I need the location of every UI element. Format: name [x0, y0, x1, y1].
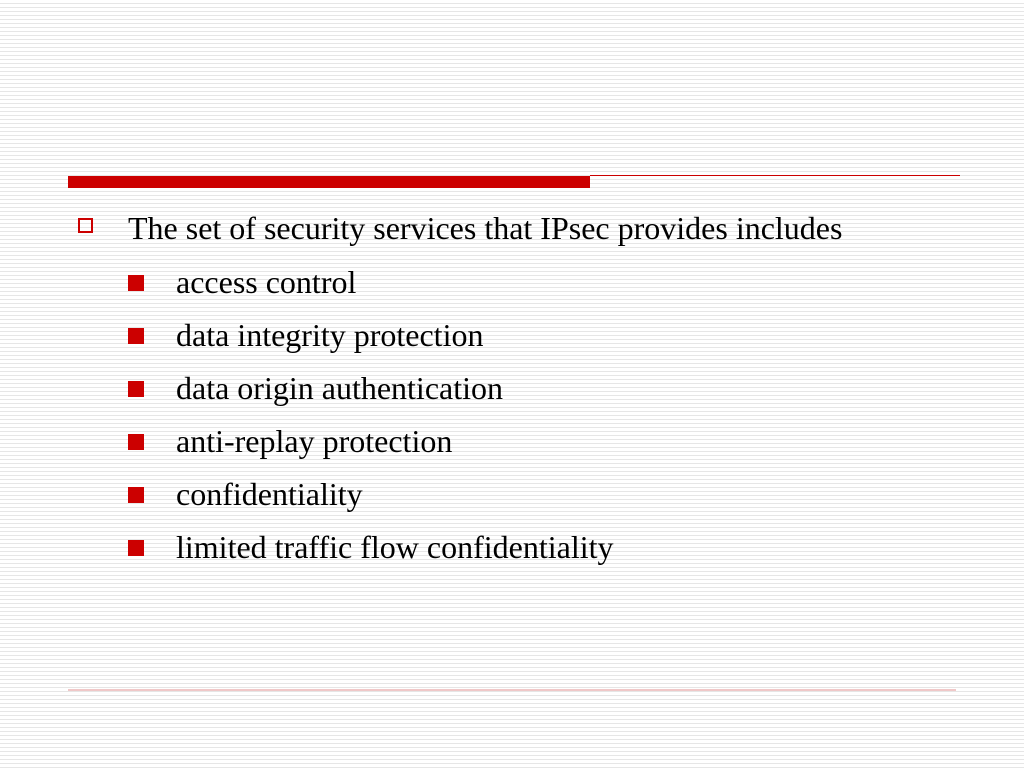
sub-bullet-item — [76, 468, 936, 521]
slide-content — [76, 206, 936, 574]
filled-square-icon — [128, 328, 144, 344]
hollow-square-icon — [78, 218, 93, 233]
filled-square-icon — [128, 434, 144, 450]
main-bullet — [76, 206, 936, 250]
filled-square-icon — [128, 381, 144, 397]
sub-bullet-text: limited traffic flow confidentiality — [176, 529, 614, 565]
sub-bullet-item — [76, 256, 936, 309]
filled-square-icon — [128, 275, 144, 291]
sub-bullet-text: data integrity protection — [176, 317, 484, 353]
sub-bullet-text: access control — [176, 264, 357, 300]
sub-bullet-item — [76, 362, 936, 415]
main-bullet-text: The set of security services that IPsec provides includes — [128, 210, 843, 246]
sub-bullet-text: anti-replay protection — [176, 423, 453, 459]
sub-bullet-text: data origin authentication — [176, 370, 503, 406]
sub-bullet-item — [76, 521, 936, 574]
sub-bullet-list — [76, 256, 936, 574]
footer-rule — [68, 689, 956, 691]
title-rule-thick — [68, 176, 590, 188]
sub-bullet-item — [76, 415, 936, 468]
filled-square-icon — [128, 540, 144, 556]
filled-square-icon — [128, 487, 144, 503]
title-rule-thin — [590, 175, 960, 176]
sub-bullet-text: confidentiality — [176, 476, 363, 512]
sub-bullet-item — [76, 309, 936, 362]
